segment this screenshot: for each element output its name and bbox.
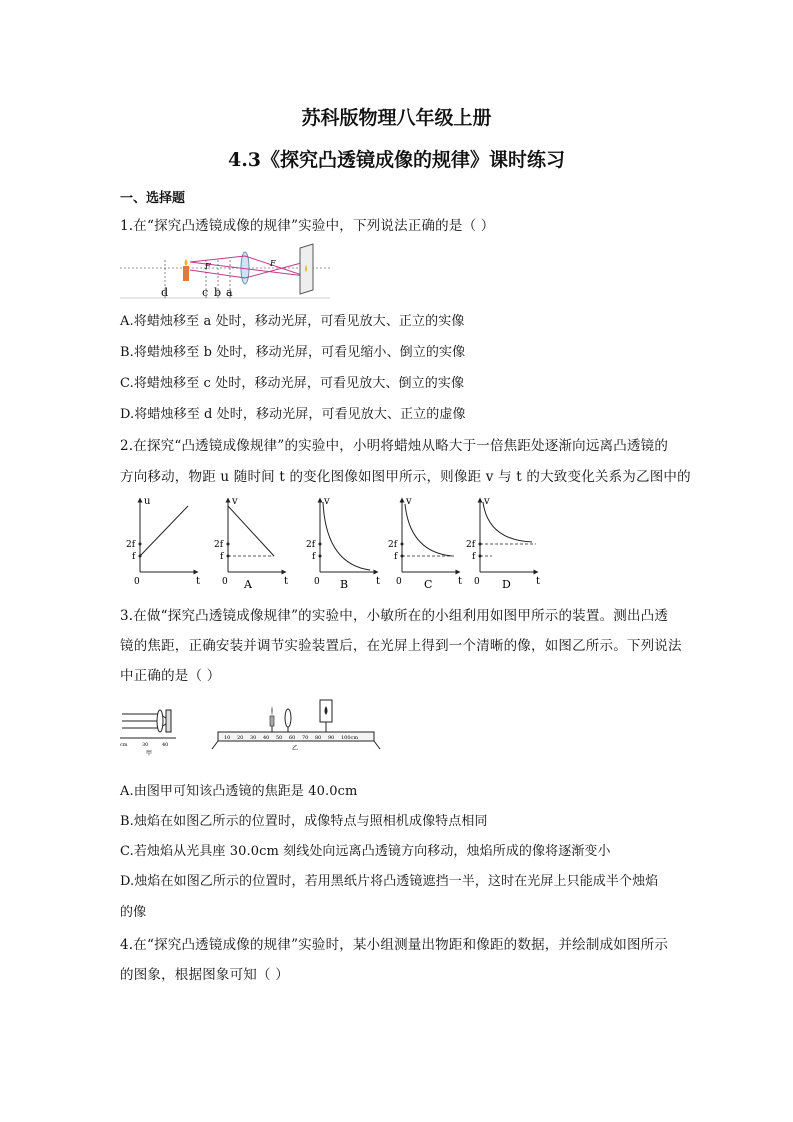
graph-b-ylabel: v [324,496,330,507]
graph-a-origin: 0 [222,577,228,587]
q1-stem: 1.在“探究凸透镜成像的规律”实验中，下列说法正确的是（ ） [120,218,495,234]
q2-stem-line2: 方向移动，物距 u 随时间 t 的变化图像如图甲所示，则像距 v 与 t 的大致变化关系为乙图中的 [120,469,691,485]
graph-a-ylabel: v [232,496,238,507]
q1-label-F2: F [270,259,276,268]
yi-tick-20: 20 [237,735,244,741]
graph-jia-line [140,506,188,556]
q3-figures [120,696,384,758]
page-title: 苏科版物理八年级上册 [301,107,492,129]
q1-label-c: c [202,286,209,299]
q4-stem-line1: 4.在“探究凸透镜成像的规律”实验时，某小组测量出物距和像距的数据，并绘制成如图所示 [120,937,669,953]
jia-tick-40: 40 [162,742,169,748]
graph-a-xlabel: t [284,576,289,587]
q3-flame-icon [271,706,273,716]
graph-b-origin: 0 [314,577,320,587]
graph-c [388,496,462,591]
graph-b-tick-2f: 2f [306,540,316,550]
graph-c-origin: 0 [396,577,402,587]
q3-stem-line3: 中正确的是（ ） [120,668,221,684]
graph-d-caption: D [502,578,511,591]
graph-a-tick-f: f [220,552,224,562]
graph-jia-origin: 0 [134,577,140,587]
q3-stem-line2: 镜的焦距，正确安装并调节实验装置后，在光屏上得到一个清晰的像，如图乙所示。下列说法 [120,638,682,654]
graph-c-ylabel: v [406,496,412,507]
jia-tick-cm: cm [120,742,128,748]
q3-option-d: D.烛焰在如图乙所示的位置时，若用黑纸片将凸透镜遮挡一半，这时在光屏上只能成半个烛焰 [120,874,659,889]
yi-caption: 乙 [292,745,299,752]
graph-jia [126,496,200,587]
q3-figure-yi [212,700,380,752]
q3-screen-icon [166,710,171,732]
q1-figure-lens-diagram [120,240,330,302]
q3-option-d-cont: 的像 [120,905,147,920]
q3-option-c: C.若烛焰从光具座 30.0cm 刻线处向远离凸透镜方向移动，烛焰所成的像将逐渐变小 [120,844,611,859]
yi-tick-80: 80 [315,735,322,741]
graph-c-xlabel: t [458,576,463,587]
graph-jia-tick-2f: 2f [126,540,136,550]
graph-d-tick-f: f [472,552,476,562]
yi-tick-40: 40 [263,735,270,741]
q3-figure-jia [120,710,176,757]
flame-icon [185,259,188,266]
yi-tick-70: 70 [302,735,309,741]
yi-tick-10: 10 [224,735,231,741]
graph-c-caption: C [424,578,433,591]
graph-b [306,496,380,591]
q1-option-c: C.将蜡烛移至 c 处时，移动光屏，可看见放大、倒立的实像 [120,376,465,391]
graph-c-tick-2f: 2f [388,540,398,550]
q1-label-d: d [161,286,169,299]
graph-a [214,496,288,591]
q3-bench-lens-icon [285,709,291,727]
graph-c-tick-f: f [394,552,398,562]
q3-lens-icon [157,710,163,732]
graph-d-origin: 0 [474,577,480,587]
candle-icon [183,266,189,281]
graph-d-ylabel: v [484,496,490,507]
q2-stem-line1: 2.在探究“凸透镜成像规律”的实验中，小明将蜡烛从略大于一倍焦距处逐渐向远离凸透镜的 [120,438,669,454]
yi-tick-50: 50 [276,735,283,741]
yi-tick-60: 60 [289,735,296,741]
graph-jia-ylabel: u [144,496,151,507]
graph-b-xlabel: t [376,576,381,587]
graph-a-tick-2f: 2f [214,540,224,550]
yi-tick-30: 30 [250,735,257,741]
jia-tick-30: 30 [142,742,149,748]
graph-d-tick-2f: 2f [466,540,476,550]
q3-candle-icon [270,716,274,726]
graph-b-tick-f: f [312,552,316,562]
graph-d-xlabel: t [536,576,541,587]
section-heading: 一、选择题 [120,191,186,206]
page-subtitle: 4.3《探究凸透镜成像的规律》课时练习 [227,149,566,171]
q3-option-a: A.由图甲可知该凸透镜的焦距是 40.0cm [120,784,358,799]
q1-option-a: A.将蜡烛移至 a 处时，移动光屏，可看见放大、正立的实像 [120,314,465,329]
q2-graphs [120,494,550,594]
jia-caption: 甲 [146,750,153,757]
graph-b-caption: B [340,578,349,591]
q4-stem-line2: 的图象，根据图象可知（ ） [120,967,289,983]
q3-stem-line1: 3.在做“探究凸透镜成像规律”的实验中，小敏所在的小组利用如图甲所示的装置。测出凸透 [120,608,669,624]
q1-option-d: D.将蜡烛移至 d 处时，移动光屏，可看见放大、正立的虚像 [120,407,466,422]
q1-label-a: a [226,286,233,299]
graph-a-caption: A [244,578,252,591]
q3-option-b: B.烛焰在如图乙所示的位置时，成像特点与照相机成像特点相同 [120,814,488,829]
q1-label-F1: F [205,262,211,271]
graph-jia-tick-f: f [132,552,136,562]
graph-jia-xlabel: t [196,576,201,587]
q1-option-b: B.将蜡烛移至 b 处时，移动光屏，可看见缩小、倒立的实像 [120,345,466,360]
yi-tick-100cm: 100cm [341,735,359,741]
yi-tick-90: 90 [328,735,335,741]
graph-d [466,496,540,591]
q1-label-b: b [214,286,222,299]
